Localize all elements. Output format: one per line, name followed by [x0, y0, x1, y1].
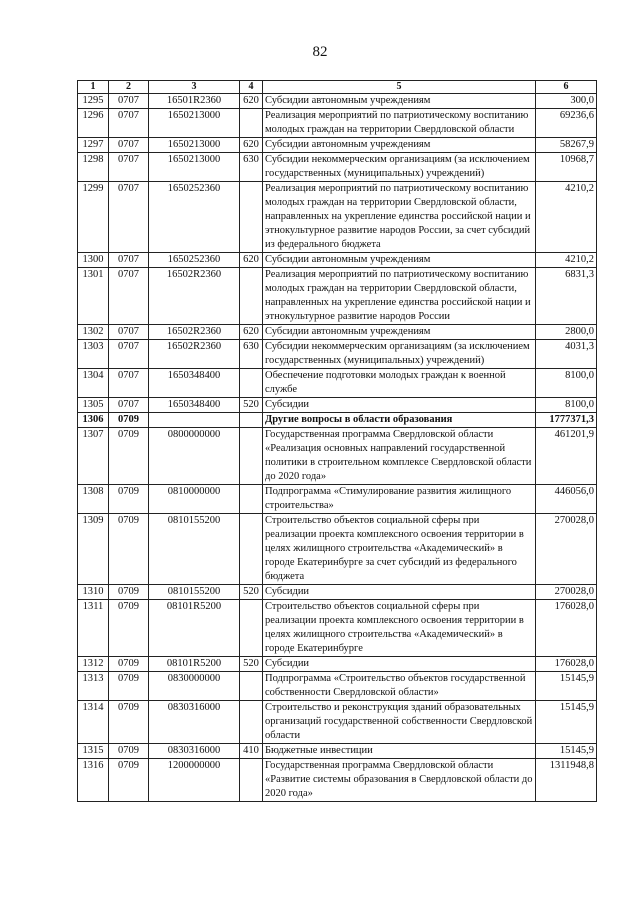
row-number-cell: 1315 — [78, 744, 109, 759]
target-article-cell: 1650348400 — [149, 398, 240, 413]
section-code-cell: 0707 — [109, 325, 149, 340]
table-row — [78, 268, 597, 325]
table-row — [78, 701, 597, 744]
section-code-cell: 0707 — [109, 268, 149, 325]
target-article-cell: 0800000000 — [149, 428, 240, 485]
section-code-cell: 0709 — [109, 485, 149, 514]
expense-type-cell — [240, 485, 263, 514]
section-code-cell: 0707 — [109, 182, 149, 253]
target-article-cell: 16502R2360 — [149, 340, 240, 369]
table-row — [78, 514, 597, 585]
expense-type-cell: 630 — [240, 153, 263, 182]
expense-type-cell: 630 — [240, 340, 263, 369]
section-code-cell: 0707 — [109, 398, 149, 413]
table-row — [78, 744, 597, 759]
amount-cell: 4210,2 — [536, 182, 597, 253]
item-name-cell: Реализация мероприятий по патриотическому воспитанию молодых граждан на территории Свердловской области, направленных на укрепление единства российской нации и этнокультурное развитие народов России, за счет субсидий из федерального бюджета — [263, 182, 536, 253]
table-row — [78, 325, 597, 340]
row-number-cell: 1307 — [78, 428, 109, 485]
row-number-cell: 1296 — [78, 109, 109, 138]
target-article-cell: 1650213000 — [149, 153, 240, 182]
row-number-cell: 1305 — [78, 398, 109, 413]
expense-type-cell: 620 — [240, 253, 263, 268]
expense-type-cell: 520 — [240, 657, 263, 672]
table-row — [78, 398, 597, 413]
expense-type-cell — [240, 369, 263, 398]
amount-cell: 461201,9 — [536, 428, 597, 485]
target-article-cell: 0810155200 — [149, 514, 240, 585]
section-code-cell: 0707 — [109, 340, 149, 369]
item-name-cell: Подпрограмма «Стимулирование развития жилищного строительства» — [263, 485, 536, 514]
item-name-cell: Субсидии некоммерческим организациям (за исключением государственных (муниципальных) учреждений) — [263, 340, 536, 369]
item-name-cell: Бюджетные инвестиции — [263, 744, 536, 759]
section-code-cell: 0707 — [109, 253, 149, 268]
item-name-cell: Государственная программа Свердловской области «Реализация основных направлений государственной политики в строительном комплексе Свердловской области до 2020 года» — [263, 428, 536, 485]
item-name-cell: Обеспечение подготовки молодых граждан к военной службе — [263, 369, 536, 398]
item-name-cell: Строительство объектов социальной сферы при реализации проекта комплексного освоения территории в целях жилищного строительства «Академический» в городе Екатеринбурге за счет субсидий из федерального бюджета — [263, 514, 536, 585]
section-code-cell: 0707 — [109, 109, 149, 138]
amount-cell: 1777371,3 — [536, 413, 597, 428]
table-row — [78, 182, 597, 253]
page-number: 82 — [312, 44, 328, 60]
section-code-cell: 0707 — [109, 94, 149, 109]
row-number-cell: 1303 — [78, 340, 109, 369]
amount-cell: 15145,9 — [536, 701, 597, 744]
section-code-cell: 0709 — [109, 600, 149, 657]
budget-table — [77, 80, 597, 802]
amount-cell: 270028,0 — [536, 514, 597, 585]
row-number-cell: 1308 — [78, 485, 109, 514]
table-row — [78, 485, 597, 514]
row-number-cell: 1301 — [78, 268, 109, 325]
target-article-cell: 1650213000 — [149, 109, 240, 138]
row-number-cell: 1295 — [78, 94, 109, 109]
header-col-6: 6 — [536, 81, 597, 94]
amount-cell: 2800,0 — [536, 325, 597, 340]
row-number-cell: 1310 — [78, 585, 109, 600]
table-row — [78, 109, 597, 138]
amount-cell: 8100,0 — [536, 369, 597, 398]
expense-type-cell — [240, 413, 263, 428]
target-article-cell: 1650213000 — [149, 138, 240, 153]
row-number-cell: 1312 — [78, 657, 109, 672]
expense-type-cell: 410 — [240, 744, 263, 759]
expense-type-cell — [240, 759, 263, 802]
target-article-cell: 0810000000 — [149, 485, 240, 514]
expense-type-cell — [240, 428, 263, 485]
table-row — [78, 138, 597, 153]
row-number-cell: 1306 — [78, 413, 109, 428]
row-number-cell: 1304 — [78, 369, 109, 398]
table-row — [78, 153, 597, 182]
expense-type-cell — [240, 600, 263, 657]
table-row — [78, 369, 597, 398]
amount-cell: 176028,0 — [536, 600, 597, 657]
section-code-cell: 0709 — [109, 759, 149, 802]
target-article-cell: 0830000000 — [149, 672, 240, 701]
expense-type-cell — [240, 701, 263, 744]
amount-cell: 58267,9 — [536, 138, 597, 153]
target-article-cell: 08101R5200 — [149, 600, 240, 657]
section-code-cell: 0709 — [109, 657, 149, 672]
expense-type-cell: 520 — [240, 585, 263, 600]
table-row — [78, 672, 597, 701]
expense-type-cell: 620 — [240, 138, 263, 153]
row-number-cell: 1313 — [78, 672, 109, 701]
header-col-3: 3 — [149, 81, 240, 94]
item-name-cell: Реализация мероприятий по патриотическому воспитанию молодых граждан на территории Свердловской области, направленных на укрепление единства российской нации и этнокультурное развитие народов России — [263, 268, 536, 325]
row-number-cell: 1309 — [78, 514, 109, 585]
item-name-cell: Субсидии некоммерческим организациям (за исключением государственных (муниципальных) учреждений) — [263, 153, 536, 182]
expense-type-cell: 520 — [240, 398, 263, 413]
expense-type-cell: 620 — [240, 325, 263, 340]
amount-cell: 15145,9 — [536, 744, 597, 759]
section-code-cell: 0707 — [109, 369, 149, 398]
amount-cell: 4210,2 — [536, 253, 597, 268]
row-number-cell: 1298 — [78, 153, 109, 182]
target-article-cell: 1650348400 — [149, 369, 240, 398]
item-name-cell: Субсидии автономным учреждениям — [263, 253, 536, 268]
item-name-cell: Строительство и реконструкция зданий образовательных организаций государственной собственности Свердловской области — [263, 701, 536, 744]
item-name-cell: Государственная программа Свердловской области «Развитие системы образования в Свердловской области до 2020 года» — [263, 759, 536, 802]
target-article-cell: 0810155200 — [149, 585, 240, 600]
section-code-cell: 0707 — [109, 138, 149, 153]
target-article-cell: 0830316000 — [149, 701, 240, 744]
target-article-cell: 1200000000 — [149, 759, 240, 802]
item-name-cell: Субсидии — [263, 585, 536, 600]
item-name-cell: Подпрограмма «Строительство объектов государственной собственности Свердловской области» — [263, 672, 536, 701]
row-number-cell: 1299 — [78, 182, 109, 253]
item-name-cell: Субсидии — [263, 398, 536, 413]
expense-type-cell — [240, 182, 263, 253]
table-row — [78, 759, 597, 802]
header-col-5: 5 — [263, 81, 536, 94]
target-article-cell: 0830316000 — [149, 744, 240, 759]
table-row — [78, 600, 597, 657]
table-row — [78, 428, 597, 485]
row-number-cell: 1300 — [78, 253, 109, 268]
amount-cell: 300,0 — [536, 94, 597, 109]
target-article-cell: 1650252360 — [149, 253, 240, 268]
target-article-cell: 1650252360 — [149, 182, 240, 253]
header-col-2: 2 — [109, 81, 149, 94]
item-name-cell: Субсидии автономным учреждениям — [263, 325, 536, 340]
item-name-cell: Строительство объектов социальной сферы при реализации проекта комплексного освоения территории в целях жилищного строительства «Академический» в городе Екатеринбурге — [263, 600, 536, 657]
expense-type-cell — [240, 268, 263, 325]
section-code-cell: 0709 — [109, 701, 149, 744]
item-name-cell: Субсидии — [263, 657, 536, 672]
item-name-cell: Субсидии автономным учреждениям — [263, 94, 536, 109]
target-article-cell: 16502R2360 — [149, 325, 240, 340]
amount-cell: 176028,0 — [536, 657, 597, 672]
section-code-cell: 0709 — [109, 413, 149, 428]
table-row — [78, 657, 597, 672]
expense-type-cell — [240, 109, 263, 138]
section-code-cell: 0709 — [109, 744, 149, 759]
amount-cell: 6831,3 — [536, 268, 597, 325]
table-row — [78, 94, 597, 109]
header-col-1: 1 — [78, 81, 109, 94]
amount-cell: 4031,3 — [536, 340, 597, 369]
table-row — [78, 340, 597, 369]
item-name-cell: Субсидии автономным учреждениям — [263, 138, 536, 153]
amount-cell: 15145,9 — [536, 672, 597, 701]
table-row — [78, 413, 597, 428]
amount-cell: 10968,7 — [536, 153, 597, 182]
amount-cell: 1311948,8 — [536, 759, 597, 802]
amount-cell: 69236,6 — [536, 109, 597, 138]
target-article-cell: 16502R2360 — [149, 268, 240, 325]
item-name-cell: Реализация мероприятий по патриотическому воспитанию молодых граждан на территории Свердловской области — [263, 109, 536, 138]
amount-cell: 8100,0 — [536, 398, 597, 413]
table-header-row — [78, 81, 597, 94]
target-article-cell: 08101R5200 — [149, 657, 240, 672]
row-number-cell: 1302 — [78, 325, 109, 340]
section-code-cell: 0707 — [109, 153, 149, 182]
table-body — [78, 94, 597, 802]
header-col-4: 4 — [240, 81, 263, 94]
section-code-cell: 0709 — [109, 585, 149, 600]
expense-type-cell — [240, 672, 263, 701]
target-article-cell — [149, 413, 240, 428]
amount-cell: 446056,0 — [536, 485, 597, 514]
table-row — [78, 585, 597, 600]
expense-type-cell: 620 — [240, 94, 263, 109]
section-code-cell: 0709 — [109, 672, 149, 701]
row-number-cell: 1314 — [78, 701, 109, 744]
amount-cell: 270028,0 — [536, 585, 597, 600]
row-number-cell: 1297 — [78, 138, 109, 153]
section-code-cell: 0709 — [109, 514, 149, 585]
row-number-cell: 1311 — [78, 600, 109, 657]
section-code-cell: 0709 — [109, 428, 149, 485]
expense-type-cell — [240, 514, 263, 585]
row-number-cell: 1316 — [78, 759, 109, 802]
item-name-cell: Другие вопросы в области образования — [263, 413, 536, 428]
table-row — [78, 253, 597, 268]
target-article-cell: 16501R2360 — [149, 94, 240, 109]
